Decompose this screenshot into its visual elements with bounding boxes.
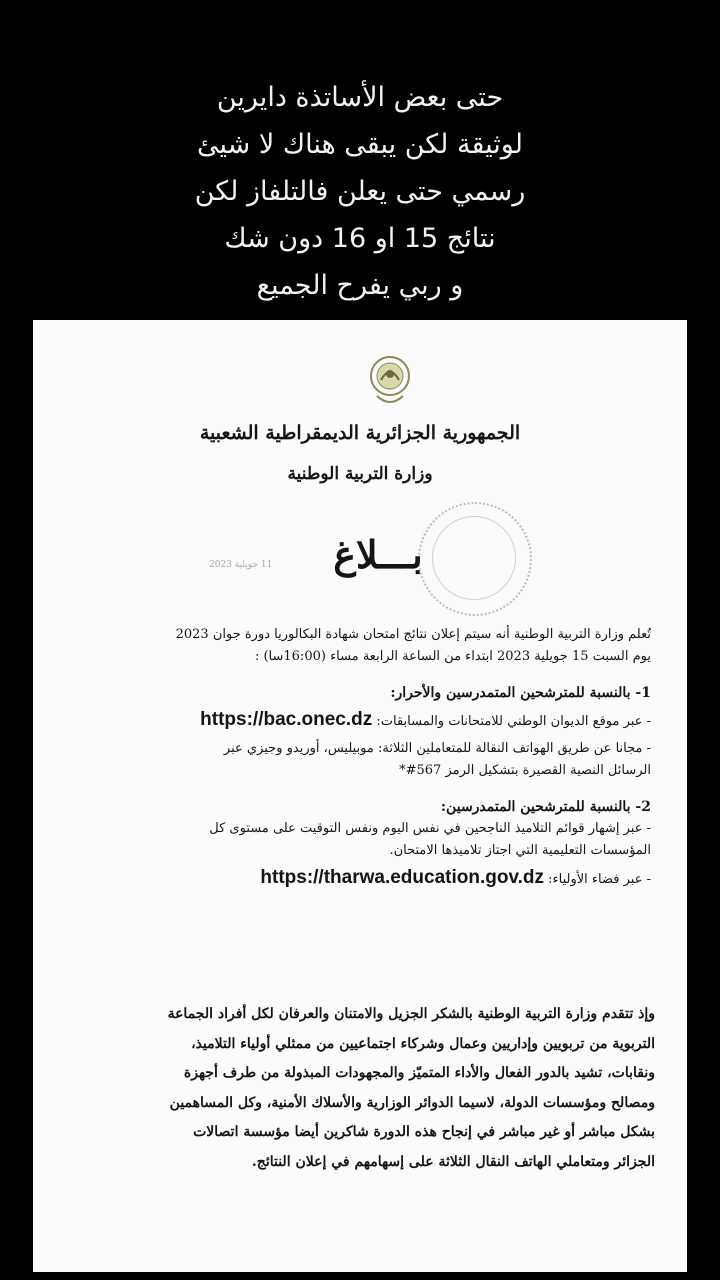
tharwa-link[interactable]: https://tharwa.education.gov.dz bbox=[260, 867, 544, 888]
document-title: بـــلاغ bbox=[333, 532, 423, 577]
caption-line: حتى بعض الأساتذة دايرين bbox=[216, 82, 504, 113]
intro-line: يوم السبت 15 جويلية 2023 ابتداء من الساعة الرابعة مساء (16:00سا) : bbox=[254, 649, 651, 664]
section1-item1-text: - عبر موقع الديوان الوطني للامتحانات والمسابقات: bbox=[376, 714, 651, 729]
caption-line: و ربي يفرح الجميع bbox=[256, 270, 464, 301]
announcement-body bbox=[71, 624, 651, 896]
section1-item2-line: الرسائل النصية القصيرة بتشكيل الرمز 567#* bbox=[399, 763, 651, 778]
ministry-header: وزارة التربية الوطنية bbox=[287, 464, 433, 484]
video-caption bbox=[0, 74, 720, 309]
caption-line: لوثيقة لكن يبقى هناك لا شيئ bbox=[197, 129, 523, 160]
caption-line: نتائج 15 او 16 دون شك bbox=[224, 223, 496, 254]
closing-line: وإذ تتقدم وزارة التربية الوطنية بالشكر الجزيل والامتنان والعرفان لكل أفراد الجماعة bbox=[167, 1006, 655, 1022]
bac-onec-link[interactable]: https://bac.onec.dz bbox=[200, 709, 373, 730]
section1-heading: 1- بالنسبة للمترشحين المتمدرسين والأحرار: bbox=[390, 685, 651, 701]
section2-item2 bbox=[71, 862, 651, 896]
closing-line: ونقابات، تشيد بالدور الفعال والأداء المتميّز والمجهودات المبذولة من طرف أجهزة bbox=[183, 1065, 655, 1081]
closing-line: بشكل مباشر أو غير مباشر في إنجاح هذه الدورة شاكرين أيضا مؤسسة اتصالات bbox=[193, 1124, 655, 1140]
intro-line: تُعلم وزارة التربية الوطنية أنه سيتم إعلان نتائج امتحان شهادة البكالوريا دورة جوان 2023 bbox=[175, 627, 651, 642]
section2-item1-line: - عبر إشهار قوائم التلاميذ الناجحين في نفس اليوم ونفس التوقيت على مستوى كل bbox=[209, 821, 651, 836]
section2-item1-line: المؤسسات التعليمية التي اجتاز تلاميذها الامتحان. bbox=[389, 843, 651, 858]
section1-item1 bbox=[71, 704, 651, 738]
closing-paragraph bbox=[71, 1000, 655, 1177]
section2-item2-text: - عبر فضاء الأولياء: bbox=[548, 872, 651, 887]
closing-line: الجزائر ومتعاملي الهاتف النقال الثلاثة على إسهامهم في إعلان النتائج. bbox=[251, 1153, 655, 1170]
official-document bbox=[33, 320, 687, 1272]
state-emblem-icon bbox=[369, 350, 411, 412]
date-mark: 11 جويلية 2023 bbox=[209, 560, 273, 570]
closing-line: التربوية من تربويين وإداريين وعمال وشركاء اجتماعيين من ممثلي أولياء التلاميذ، bbox=[191, 1035, 655, 1052]
closing-line: ومصالح ومؤسسات الدولة، لاسيما الدوائر الوزارية والأسلاك الأمنية، وكل المساهمين bbox=[169, 1094, 655, 1111]
section1-item2-line: - مجانا عن طريق الهواتف النقالة للمتعاملين الثلاثة: موبيليس، أوريدو وجيزي عبر bbox=[223, 741, 651, 756]
caption-line: رسمي حتى يعلن فالتلفاز لكن bbox=[194, 176, 526, 207]
republic-header: الجمهورية الجزائرية الديمقراطية الشعبية bbox=[199, 422, 521, 444]
section2-heading: 2- بالنسبة للمترشحين المتمدرسين: bbox=[440, 799, 651, 815]
